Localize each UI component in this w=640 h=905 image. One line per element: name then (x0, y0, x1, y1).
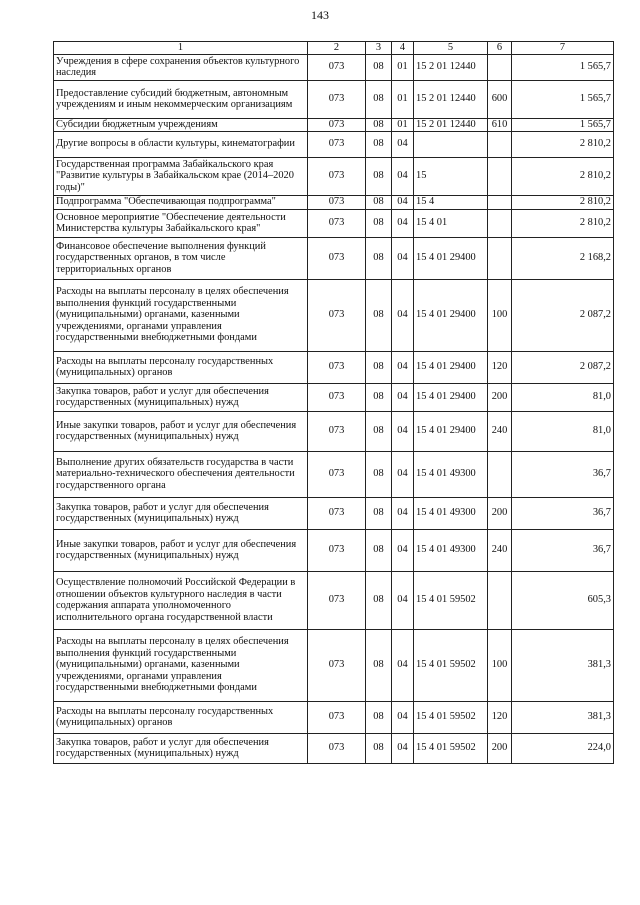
table-row (54, 629, 614, 701)
ministry-code-cell: 073 (308, 529, 366, 571)
subsection-code-cell: 04 (392, 451, 414, 497)
expense-type-cell (488, 157, 512, 195)
expense-type-cell (488, 571, 512, 629)
section-code-cell: 08 (366, 497, 392, 529)
amount-cell: 2 087,2 (512, 351, 614, 383)
target-article-cell: 15 4 01 59502 (414, 733, 488, 763)
row-name-cell: Выполнение других обязательств государства в части материально-технического обеспечения деятельности государственного органа (54, 451, 308, 497)
ministry-code-cell: 073 (308, 157, 366, 195)
table-header-row (54, 42, 614, 55)
section-code-cell: 08 (366, 571, 392, 629)
table-row (54, 411, 614, 451)
ministry-code-cell: 073 (308, 733, 366, 763)
expense-type-cell: 120 (488, 701, 512, 733)
ministry-code-cell: 073 (308, 351, 366, 383)
row-name-cell: Другие вопросы в области культуры, кинематографии (54, 131, 308, 157)
page-number: 143 (311, 8, 329, 22)
target-article-cell: 15 4 (414, 195, 488, 209)
row-name-cell: Предоставление субсидий бюджетным, автономным учреждениям и иным некоммерческим организациям (54, 80, 308, 118)
ministry-code-cell: 073 (308, 237, 366, 279)
subsection-code-cell: 01 (392, 54, 414, 80)
table-row (54, 131, 614, 157)
ministry-code-cell: 073 (308, 54, 366, 80)
row-name-cell: Расходы на выплаты персоналу государственных (муниципальных) органов (54, 701, 308, 733)
subsection-code-cell: 04 (392, 195, 414, 209)
section-code-cell: 08 (366, 529, 392, 571)
amount-cell: 36,7 (512, 451, 614, 497)
row-name-cell: Осуществление полномочий Российской Федерации в отношении объектов культурного наследия в части содержания аппарата уполномоченного исполнительного органа государственной власти (54, 571, 308, 629)
row-name-cell: Основное мероприятие "Обеспечение деятельности Министерства культуры Забайкальского края" (54, 209, 308, 237)
expense-type-cell: 120 (488, 351, 512, 383)
section-code-cell: 08 (366, 383, 392, 411)
ministry-code-cell: 073 (308, 195, 366, 209)
table-row (54, 54, 614, 80)
row-name-cell: Подпрограмма "Обеспечивающая подпрограмма" (54, 195, 308, 209)
target-article-cell: 15 4 01 59502 (414, 701, 488, 733)
row-name-cell: Закупка товаров, работ и услуг для обеспечения государственных (муниципальных) нужд (54, 383, 308, 411)
header-col-7: 7 (512, 42, 614, 55)
section-code-cell: 08 (366, 629, 392, 701)
subsection-code-cell: 04 (392, 131, 414, 157)
amount-cell: 36,7 (512, 497, 614, 529)
subsection-code-cell: 04 (392, 629, 414, 701)
target-article-cell: 15 4 01 49300 (414, 497, 488, 529)
table-row (54, 571, 614, 629)
table-row (54, 497, 614, 529)
amount-cell: 381,3 (512, 629, 614, 701)
subsection-code-cell: 01 (392, 80, 414, 118)
subsection-code-cell: 04 (392, 497, 414, 529)
expense-type-cell: 200 (488, 383, 512, 411)
amount-cell: 81,0 (512, 411, 614, 451)
subsection-code-cell: 04 (392, 237, 414, 279)
ministry-code-cell: 073 (308, 451, 366, 497)
table-row (54, 118, 614, 131)
section-code-cell: 08 (366, 451, 392, 497)
row-name-cell: Расходы на выплаты персоналу в целях обеспечения выполнения функций государственными (муниципальными) органами, казенными учреждениями, органами управления государственными внебюджетными фондами (54, 629, 308, 701)
ministry-code-cell: 073 (308, 118, 366, 131)
expense-type-cell: 200 (488, 733, 512, 763)
subsection-code-cell: 04 (392, 733, 414, 763)
header-col-4: 4 (392, 42, 414, 55)
target-article-cell: 15 4 01 29400 (414, 351, 488, 383)
amount-cell: 1 565,7 (512, 80, 614, 118)
section-code-cell: 08 (366, 733, 392, 763)
target-article-cell: 15 2 01 12440 (414, 80, 488, 118)
ministry-code-cell: 073 (308, 209, 366, 237)
row-name-cell: Иные закупки товаров, работ и услуг для обеспечения государственных (муниципальных) нужд (54, 529, 308, 571)
amount-cell: 2 168,2 (512, 237, 614, 279)
expense-type-cell (488, 131, 512, 157)
table-row (54, 733, 614, 763)
ministry-code-cell: 073 (308, 80, 366, 118)
section-code-cell: 08 (366, 118, 392, 131)
amount-cell: 81,0 (512, 383, 614, 411)
target-article-cell: 15 2 01 12440 (414, 118, 488, 131)
amount-cell: 1 565,7 (512, 118, 614, 131)
table-row (54, 80, 614, 118)
subsection-code-cell: 04 (392, 209, 414, 237)
section-code-cell: 08 (366, 209, 392, 237)
ministry-code-cell: 073 (308, 383, 366, 411)
table-row (54, 701, 614, 733)
expense-type-cell: 200 (488, 497, 512, 529)
amount-cell: 381,3 (512, 701, 614, 733)
target-article-cell: 15 4 01 59502 (414, 571, 488, 629)
amount-cell: 2 810,2 (512, 209, 614, 237)
table-row (54, 209, 614, 237)
target-article-cell: 15 4 01 29400 (414, 237, 488, 279)
ministry-code-cell: 073 (308, 279, 366, 351)
header-col-2: 2 (308, 42, 366, 55)
section-code-cell: 08 (366, 54, 392, 80)
ministry-code-cell: 073 (308, 629, 366, 701)
section-code-cell: 08 (366, 195, 392, 209)
header-col-6: 6 (488, 42, 512, 55)
row-name-cell: Государственная программа Забайкальского края "Развитие культуры в Забайкальском крае (2014–2020 годы)" (54, 157, 308, 195)
amount-cell: 224,0 (512, 733, 614, 763)
amount-cell: 2 810,2 (512, 195, 614, 209)
table-row (54, 195, 614, 209)
expense-type-cell: 100 (488, 279, 512, 351)
target-article-cell: 15 4 01 29400 (414, 411, 488, 451)
section-code-cell: 08 (366, 157, 392, 195)
subsection-code-cell: 04 (392, 279, 414, 351)
subsection-code-cell: 04 (392, 571, 414, 629)
row-name-cell: Расходы на выплаты персоналу в целях обеспечения выполнения функций государственными (муниципальными) органами, казенными учреждениями, органами управления государственными внебюджетными фондами (54, 279, 308, 351)
target-article-cell: 15 4 01 29400 (414, 383, 488, 411)
target-article-cell: 15 (414, 157, 488, 195)
expense-type-cell: 100 (488, 629, 512, 701)
row-name-cell: Иные закупки товаров, работ и услуг для обеспечения государственных (муниципальных) нужд (54, 411, 308, 451)
ministry-code-cell: 073 (308, 701, 366, 733)
section-code-cell: 08 (366, 80, 392, 118)
subsection-code-cell: 04 (392, 701, 414, 733)
subsection-code-cell: 04 (392, 411, 414, 451)
table-row (54, 157, 614, 195)
table-row (54, 529, 614, 571)
header-col-5: 5 (414, 42, 488, 55)
table-row (54, 383, 614, 411)
target-article-cell: 15 4 01 49300 (414, 529, 488, 571)
table-row (54, 279, 614, 351)
section-code-cell: 08 (366, 279, 392, 351)
amount-cell: 2 810,2 (512, 157, 614, 195)
table-row (54, 351, 614, 383)
expense-type-cell (488, 209, 512, 237)
table-row (54, 237, 614, 279)
expense-type-cell: 600 (488, 80, 512, 118)
target-article-cell: 15 2 01 12440 (414, 54, 488, 80)
expense-type-cell (488, 54, 512, 80)
expense-type-cell (488, 237, 512, 279)
header-col-3: 3 (366, 42, 392, 55)
ministry-code-cell: 073 (308, 131, 366, 157)
amount-cell: 605,3 (512, 571, 614, 629)
row-name-cell: Учреждения в сфере сохранения объектов культурного наследия (54, 54, 308, 80)
section-code-cell: 08 (366, 351, 392, 383)
ministry-code-cell: 073 (308, 411, 366, 451)
subsection-code-cell: 04 (392, 351, 414, 383)
section-code-cell: 08 (366, 237, 392, 279)
row-name-cell: Субсидии бюджетным учреждениям (54, 118, 308, 131)
amount-cell: 1 565,7 (512, 54, 614, 80)
amount-cell: 36,7 (512, 529, 614, 571)
target-article-cell (414, 131, 488, 157)
row-name-cell: Закупка товаров, работ и услуг для обеспечения государственных (муниципальных) нужд (54, 733, 308, 763)
header-col-1: 1 (54, 42, 308, 55)
budget-table (53, 41, 614, 764)
amount-cell: 2 810,2 (512, 131, 614, 157)
target-article-cell: 15 4 01 29400 (414, 279, 488, 351)
subsection-code-cell: 04 (392, 157, 414, 195)
subsection-code-cell: 04 (392, 383, 414, 411)
amount-cell: 2 087,2 (512, 279, 614, 351)
target-article-cell: 15 4 01 (414, 209, 488, 237)
expense-type-cell (488, 451, 512, 497)
target-article-cell: 15 4 01 59502 (414, 629, 488, 701)
row-name-cell: Расходы на выплаты персоналу государственных (муниципальных) органов (54, 351, 308, 383)
expense-type-cell: 610 (488, 118, 512, 131)
section-code-cell: 08 (366, 131, 392, 157)
subsection-code-cell: 01 (392, 118, 414, 131)
section-code-cell: 08 (366, 411, 392, 451)
row-name-cell: Закупка товаров, работ и услуг для обеспечения государственных (муниципальных) нужд (54, 497, 308, 529)
subsection-code-cell: 04 (392, 529, 414, 571)
section-code-cell: 08 (366, 701, 392, 733)
ministry-code-cell: 073 (308, 497, 366, 529)
table-row (54, 451, 614, 497)
row-name-cell: Финансовое обеспечение выполнения функций государственных органов, в том числе территориальных органов (54, 237, 308, 279)
expense-type-cell: 240 (488, 411, 512, 451)
expense-type-cell: 240 (488, 529, 512, 571)
target-article-cell: 15 4 01 49300 (414, 451, 488, 497)
expense-type-cell (488, 195, 512, 209)
ministry-code-cell: 073 (308, 571, 366, 629)
